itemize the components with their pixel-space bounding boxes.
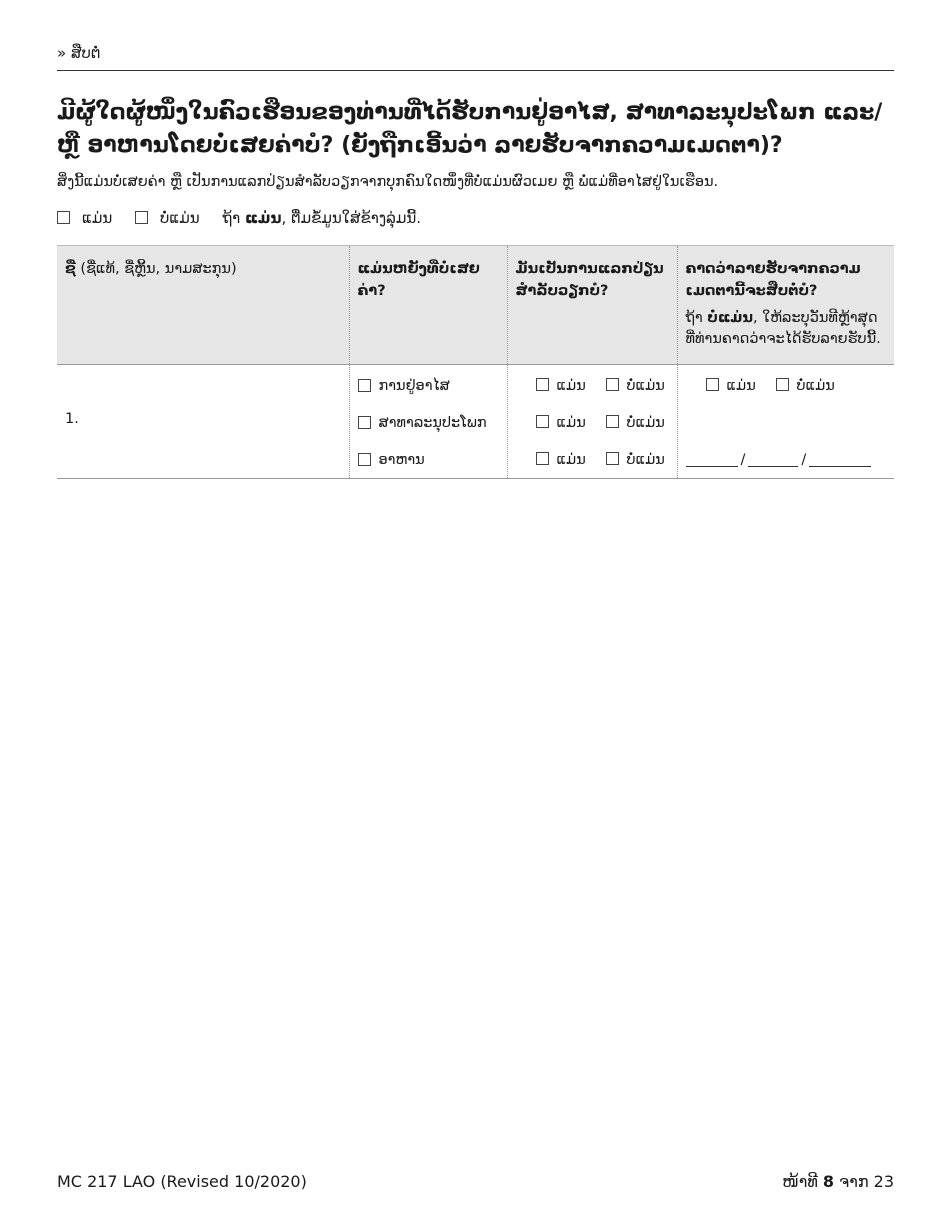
utilities-label: ສາທາລະນຸປະໂພກ — [378, 414, 487, 431]
header-divider — [57, 70, 894, 71]
answer-row — [57, 209, 421, 227]
free-item-utilities — [358, 404, 499, 441]
row-number[interactable]: 1. — [57, 365, 349, 479]
header-what-free: ແມ່ນຫຍັງທີ່ບໍ່ເສຍຄ່າ? — [349, 246, 507, 365]
continued-label: » ສືບຕໍ່ — [57, 44, 101, 62]
utilities-checkbox[interactable] — [358, 416, 371, 429]
table-row — [57, 365, 894, 479]
instruction-prefix: ຖ້າ — [222, 209, 241, 227]
question-title: ມີຜູ້ໃດຜູ້ໜຶ່ງໃນຄົວເຮືອນຂອງທ່ານທີ່ໄດ້ຮັບການຢູ່ອາໄສ, ສາທາລະນຸປະໂພກ ແລະ/ຫຼື ອາຫານໂດຍບໍ່ເສຍຄ່າບໍ? (ຍັງຖືກເອີ້ນວ່າ ລາຍຮັບຈາກຄວາມເມດຕາ)? — [57, 100, 883, 158]
page-indicator: ໜ້າທີ 8 ຈາກ 23 — [782, 1172, 894, 1191]
no-checkbox[interactable] — [135, 211, 148, 224]
page-number: 8 — [822, 1172, 835, 1191]
instruction-yes: ແມ່ນ — [245, 209, 282, 227]
no-label: ບໍ່ແມ່ນ — [160, 209, 200, 227]
exchange-utilities-yes-checkbox[interactable] — [536, 415, 549, 428]
free-item-housing — [358, 367, 499, 404]
date-day-field[interactable] — [748, 453, 798, 467]
last-date-field[interactable]: / / — [686, 441, 887, 478]
free-item-food — [358, 441, 499, 478]
exchange-food-yes-checkbox[interactable] — [536, 452, 549, 465]
form-identifier: MC 217 LAO (Revised 10/2020) — [57, 1172, 307, 1191]
header-name: ຊື່ (ຊື່ແທ້, ຊື່ຫຼິ້ນ, ນາມສະກຸນ) — [57, 246, 349, 365]
date-year-field[interactable] — [809, 453, 871, 467]
housing-checkbox[interactable] — [358, 379, 371, 392]
exchange-food-no-checkbox[interactable] — [606, 452, 619, 465]
header-expect-note: ຖ້າ ບໍ່ແມ່ນ, ໃຫ້ລະບຸວັນທີຫຼ້າສຸດທີ່ທ່ານຄາດວ່າຈະໄດ້ຮັບລາຍຮັບນີ້. — [685, 310, 881, 347]
exchange-utilities-no-checkbox[interactable] — [606, 415, 619, 428]
housing-label: ການຢູ່ອາໄສ — [378, 377, 450, 394]
spacer-line — [686, 404, 887, 441]
exchange-housing-no-checkbox[interactable] — [606, 378, 619, 391]
food-checkbox[interactable] — [358, 453, 371, 466]
instruction-suffix: , ຕື່ມຂໍ້ມູນໃສ່ຂ້າງລຸ່ມນີ້. — [281, 209, 422, 227]
question-description: ສິ່ງນີ້ແມ່ນບໍ່ເສຍຄ່າ ຫຼື ເປັນການແລກປ່ຽນສໍາລັບວຽກຈາກບຸກຄົນໃດໜຶ່ງທີ່ບໍ່ແມ່ນຜົວເມຍ ຫຼື ພໍ່ແມ່ທີ່ອາໄສຢູ່ໃນເຮືອນ. — [57, 174, 719, 190]
header-expect-continue: ຄາດວ່າລາຍຮັບຈາກຄວາມເມດຕານີ້ຈະສືບຕໍ່ບໍ? ຖ້າ ບໍ່ແມ່ນ, ໃຫ້ລະບຸວັນທີຫຼ້າສຸດທີ່ທ່ານຄາດວ່າຈະໄດ້ຮັບລາຍຮັບນີ້. — [677, 246, 894, 365]
exchange-utilities: ແມ່ນ ບໍ່ແມ່ນ — [516, 404, 669, 441]
header-exchange-for-work: ມັນເປັນການແລກປ່ຽນສໍາລັບວຽກບໍ? — [507, 246, 677, 365]
expect-continue-options: ແມ່ນ ບໍ່ແມ່ນ — [686, 367, 887, 404]
food-label: ອາຫານ — [378, 451, 425, 468]
free-items-cell — [349, 365, 507, 479]
exchange-food: ແມ່ນ ບໍ່ແມ່ນ — [516, 441, 669, 478]
date-month-field[interactable] — [686, 453, 738, 467]
expect-cell — [677, 365, 894, 479]
exchange-cell — [507, 365, 677, 479]
expect-yes-checkbox[interactable] — [706, 378, 719, 391]
in-kind-income-table — [57, 245, 894, 479]
yes-checkbox[interactable] — [57, 211, 70, 224]
exchange-housing: ແມ່ນ ບໍ່ແມ່ນ — [516, 367, 669, 404]
exchange-housing-yes-checkbox[interactable] — [536, 378, 549, 391]
yes-label: ແມ່ນ — [82, 209, 113, 227]
expect-no-checkbox[interactable] — [776, 378, 789, 391]
page-total: 23 — [873, 1172, 894, 1191]
